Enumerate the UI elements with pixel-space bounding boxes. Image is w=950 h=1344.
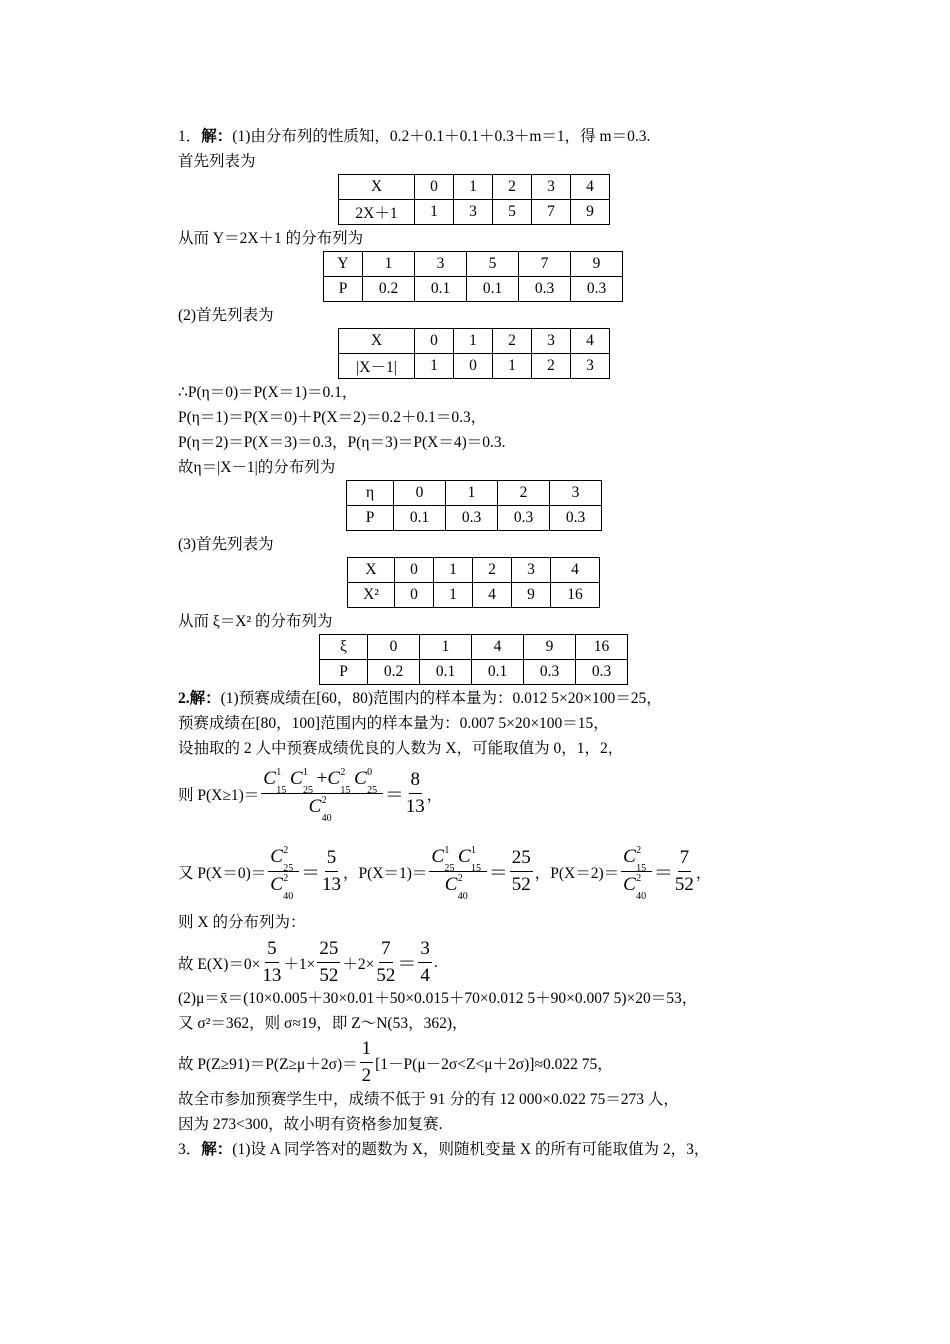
p1-line7: P(η＝2)＝P(X＝3)＝0.3，P(η＝3)＝P(X＝4)＝0.3.: [178, 434, 506, 451]
fraction-e-c: $\frac{7}{52}$: [376, 938, 396, 986]
p1-line10: 从而 ξ＝X² 的分布列为: [178, 613, 333, 630]
fraction-combination: C 1 15 C 1 25 +C 2 15 C 0 25 C 2 40: [261, 768, 382, 819]
p1-line3: 从而 Y＝2X＋1 的分布列为: [178, 230, 364, 247]
table-eta-dist: η 0 1 2 3 P 0.1 0.3 0.3 0.3: [346, 480, 602, 531]
formula-expectation: 故 E(X)＝0× $\frac{5}{13}$ ＋1× $\frac{25}{52}$ ＋2× $\frac{7}{52}$ ＝ 3 4 .: [178, 938, 438, 986]
p2-line1: 2.解：(1)预赛成绩在[60，80)范围内的样本量为：0.012 5×20×100＝25，: [178, 690, 662, 707]
p1-line5: ∴P(η＝0)＝P(X＝1)＝0.1，: [178, 384, 358, 401]
fraction-e-result: 3 4: [420, 938, 430, 986]
fraction-result: 8 13: [405, 769, 425, 817]
p2-line7: 故全市参加预赛学生中，成绩不低于 91 分的有 12 000×0.022 75＝273 人，: [178, 1091, 679, 1108]
table-x-xsq: X 0 1 2 3 4 X² 0 1 4 9 16: [347, 557, 600, 608]
p1-line2: 首先列表为: [178, 153, 256, 170]
p2-line8: 因为 273<300，故小明有资格参加复赛.: [178, 1116, 443, 1133]
fraction-p0-result: 5 13: [321, 847, 341, 895]
p2-line2: 预赛成绩在[80，100]范围内的样本量为：0.007 5×20×100＝15，: [178, 715, 609, 732]
table-y-dist: Y 1 3 5 7 9 P 0.2 0.1 0.1 0.3 0.3: [323, 251, 623, 302]
fraction-e-b: $\frac{25}{52}$: [319, 938, 339, 986]
table-x-2x1: X 0 1 2 3 4 2X＋1 1 3 5 7 9: [338, 174, 610, 225]
p3-line1: 3．解：(1)设 A 同学答对的题数为 X，则随机变量 X 的所有可能取值为 2，3，: [178, 1141, 710, 1158]
p2-line4: 则 X 的分布列为：: [178, 914, 306, 931]
fraction-p2-result: 7 52: [674, 847, 694, 895]
p2-line3: 设抽取的 2 人中预赛成绩优良的人数为 X，可能取值为 0，1，2，: [178, 740, 624, 757]
formula-p-x-ge-1: 则 P(X≥1)＝ C 1 15 C 1 25 +C 2 15 C 0 25 C 2 40 ＝ 8 13 ，: [178, 767, 443, 824]
p1-line9: (3)首先列表为: [178, 536, 274, 553]
p2-line6: 又 σ²＝362，则 σ≈19，即 Z～N(53，362)，: [178, 1015, 468, 1032]
p1-line8: 故η＝|X－1|的分布列为: [178, 459, 336, 476]
fraction-p0: C 2 25 C 2 40: [268, 846, 299, 897]
p2-line5: (2)μ＝x̄＝(10×0.005＋30×0.01＋50×0.015＋70×0.012 5＋90×0.007 5)×20＝53，: [178, 990, 698, 1007]
p1-line1: 1．解：(1)由分布列的性质知，0.2＋0.1＋0.1＋0.3＋m＝1，得 m＝0.3.: [178, 128, 651, 145]
p1-line6: P(η＝1)＝P(X＝0)＋P(X＝2)＝0.2＋0.1＝0.3，: [178, 409, 487, 426]
fraction-p1-result: 25 52: [511, 847, 531, 895]
formula-p-values: 又 P(X＝0)＝ C 2 25 C 2 40 ＝ 5 13 ，P(X＝1)＝ C 1 25 C 1 15 C 2 40 ＝ 25 52 ，P(X＝2)＝ C 2 15 C 2 40 ＝ 7 52 ，: [178, 845, 712, 902]
table-x-absx1: X 0 1 2 3 4 |X－1| 1 0 1 2 3: [338, 328, 610, 379]
fraction-p1: C 1 25 C 1 15 C 2 40: [429, 846, 486, 897]
fraction-half: 1 2: [361, 1038, 372, 1086]
table-xi-dist: ξ 0 1 4 9 16 P 0.2 0.1 0.1 0.3 0.3: [319, 634, 628, 685]
fraction-p2: C 2 15 C 2 40: [621, 846, 652, 897]
p1-line4: (2)首先列表为: [178, 307, 274, 324]
fraction-e-a: $\frac{5}{13}$: [262, 938, 282, 986]
formula-p-z: 故 P(Z≥91)＝P(Z≥μ＋2σ)＝ 1 2 [1－P(μ－2σ<Z<μ＋2σ)]≈0.022 75，: [178, 1038, 613, 1086]
